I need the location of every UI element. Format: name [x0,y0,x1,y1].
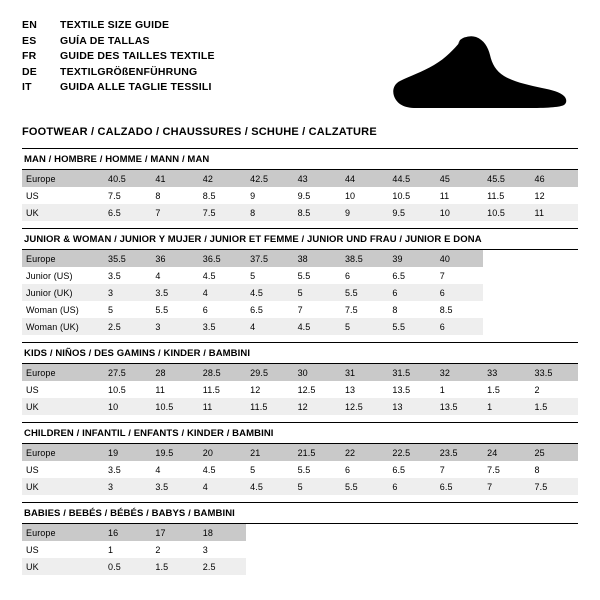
size-cell: 32 [436,364,483,381]
size-cell: 4.5 [202,270,216,281]
size-cell: 6 [388,284,435,301]
size-cell [246,541,293,558]
table-row [22,558,578,575]
size-cell: 17 [151,524,198,541]
size-cell [531,541,578,558]
size-cell [436,524,483,541]
size-cell: 29.5 [246,364,293,381]
size-cell: 6.5 [250,304,263,315]
size-section [22,228,578,342]
size-cell [436,541,483,558]
size-cell: 5 [294,284,341,301]
size-cell: 42.5 [246,170,293,187]
size-cell: 1 [439,384,445,395]
size-cell: 8.5 [439,304,453,315]
table-row [22,364,578,381]
row-label: US [26,384,39,395]
size-cell: 3 [104,284,151,301]
size-cell: 23.5 [436,444,483,461]
row-label: Europe [22,524,104,541]
size-cell: 31.5 [388,364,435,381]
language-code: FR [22,50,37,62]
size-cell: 6.5 [436,478,483,495]
row-label: UK [22,558,104,575]
size-cell: 9.5 [297,190,311,201]
size-cell [531,284,578,301]
size-cell: 5.5 [341,284,388,301]
size-cell: 22.5 [388,444,435,461]
size-cell: 7 [483,478,530,495]
size-cell: 9 [250,190,256,201]
size-cell: 27.5 [104,364,151,381]
size-cell [388,541,435,558]
size-cell: 5 [294,478,341,495]
language-title: TEXTILGRÖßENFÜHRUNG [60,65,198,78]
size-cell [483,284,530,301]
size-cell: 5.5 [297,464,311,475]
size-cell: 38.5 [341,250,388,267]
size-cell: 7.5 [487,464,500,475]
section-title: BABIES / BEBÉS / BÉBÉS / BABYS / BAMBINI [24,508,235,519]
size-cell: 2 [155,544,161,555]
size-cell [531,524,578,541]
size-cell [483,250,530,267]
size-cell: 20 [199,444,246,461]
size-cell [246,524,293,541]
size-cell: 28 [151,364,198,381]
size-cell: 45 [436,170,483,187]
size-cell: 3.5 [108,270,121,281]
size-cell: 3 [202,544,208,555]
size-cell: 7 [151,204,198,221]
size-cell: 1.5 [487,384,500,395]
size-cell [531,301,578,318]
size-cell: 33.5 [531,364,578,381]
size-table [22,444,578,495]
size-cell: 2.5 [104,318,151,335]
size-cell: 6.5 [392,270,406,281]
size-cell: 3 [151,318,198,335]
language-title: GUIDA ALLE TAGLIE TESSILI [60,81,212,93]
size-cell: 40 [436,250,483,267]
language-row [22,49,215,65]
row-label: Junior (US) [26,270,73,281]
language-title: GUIDE DES TAILLES TEXTILE [60,50,215,62]
size-table [22,364,578,415]
size-cell: 12 [534,190,545,201]
table-row [22,250,578,267]
size-cell [483,541,530,558]
size-cell: 10.5 [108,384,126,395]
size-cell: 18 [199,524,246,541]
size-cell: 6 [388,478,435,495]
size-cell: 4.5 [246,478,293,495]
size-cell [531,267,578,284]
table-row [22,444,578,461]
size-cell: 3.5 [151,284,198,301]
size-section [22,342,578,422]
size-cell: 4 [155,270,161,281]
row-label: US [26,190,39,201]
size-cell: 10 [344,190,356,201]
size-cell: 7 [439,464,445,475]
size-cell: 25 [531,444,578,461]
size-cell: 12.5 [341,398,388,415]
table-row [22,524,578,541]
size-cell [294,558,341,575]
size-cell: 5.5 [341,478,388,495]
section-title: JUNIOR & WOMAN / JUNIOR Y MUJER / JUNIOR ET FEMME / JUNIOR UND FRAU / JUNIOR E DONA [24,234,482,245]
section-spacer [22,221,578,228]
size-cell: 21.5 [294,444,341,461]
language-row [22,65,215,81]
table-row [22,187,578,204]
size-cell: 46 [531,170,578,187]
size-cell: 36.5 [199,250,246,267]
size-cell: 41 [151,170,198,187]
size-cell [388,558,435,575]
category-line: FOOTWEAR / CALZADO / CHAUSSURES / SCHUHE / CALZATURE [22,126,377,138]
size-cell [531,250,578,267]
size-cell [341,524,388,541]
size-cell [294,524,341,541]
size-cell: 8 [155,190,161,201]
row-label: Europe [22,364,104,381]
size-section [22,502,578,582]
size-tables [22,148,578,582]
size-cell: 7.5 [199,204,246,221]
row-label: Europe [22,170,104,187]
size-cell: 5 [108,304,114,315]
size-table [22,250,578,335]
row-label: Europe [22,444,104,461]
language-code: ES [22,34,37,47]
dress-shoe-icon [380,34,572,110]
section-spacer [22,335,578,342]
table-row [22,318,578,335]
size-cell [341,558,388,575]
size-cell: 1 [108,544,114,555]
size-cell [531,318,578,335]
size-cell: 9.5 [388,204,435,221]
row-label: Woman (US) [26,304,79,315]
row-label: US [26,544,39,555]
row-label: UK [22,478,104,495]
table-row [22,478,578,495]
size-cell [483,318,530,335]
size-cell: 13.5 [436,398,483,415]
size-cell [294,541,341,558]
size-cell: 7 [297,304,303,315]
size-cell: 5.5 [155,304,169,315]
size-cell: 42 [199,170,246,187]
size-cell: 11 [155,384,165,395]
table-row [22,398,578,415]
size-section [22,422,578,502]
size-cell: 4.5 [202,464,216,475]
size-cell: 24 [483,444,530,461]
language-code: IT [22,81,32,93]
row-label: UK [22,204,104,221]
size-cell: 6.5 [392,464,406,475]
size-cell: 43 [294,170,341,187]
section-spacer [22,415,578,422]
size-cell: 1 [483,398,530,415]
size-cell: 22 [341,444,388,461]
size-cell: 13.5 [392,384,411,395]
size-cell: 8.5 [294,204,341,221]
size-cell: 7.5 [531,478,578,495]
language-title: GUÍA DE TALLAS [60,34,150,47]
language-title-body [22,18,215,96]
size-cell: 0.5 [104,558,151,575]
size-cell: 6 [436,284,483,301]
size-cell: 11 [531,204,578,221]
size-cell: 9 [341,204,388,221]
size-cell: 31 [341,364,388,381]
size-cell: 8 [392,304,398,315]
size-cell: 11.5 [487,190,505,201]
language-code: DE [22,65,37,78]
size-cell: 7.5 [344,304,358,315]
table-row [22,301,578,318]
size-cell: 1.5 [151,558,198,575]
section-title: CHILDREN / INFANTIL / ENFANTS / KINDER / BAMBINI [24,428,274,439]
size-cell: 5 [341,318,388,335]
language-row [22,80,215,96]
section-title: KIDS / NIÑOS / DES GAMINS / KINDER / BAMBINI [24,348,251,359]
header [22,18,578,110]
row-label: Woman (UK) [22,318,104,335]
size-cell [483,267,530,284]
size-cell: 4 [246,318,293,335]
size-cell: 10.5 [151,398,198,415]
size-cell: 7 [439,270,445,281]
size-cell: 4 [199,284,246,301]
size-cell: 2.5 [199,558,246,575]
size-cell: 10.5 [483,204,530,221]
size-cell: 5 [250,464,256,475]
size-cell: 10 [436,204,483,221]
row-label: Europe [22,250,104,267]
size-cell: 12 [294,398,341,415]
size-cell: 6.5 [104,204,151,221]
size-cell: 4 [155,464,161,475]
size-cell: 11 [199,398,246,415]
size-cell [436,558,483,575]
table-row [22,461,578,478]
size-cell: 19 [104,444,151,461]
size-cell: 33 [483,364,530,381]
section-spacer [22,575,578,582]
row-label: US [26,464,39,475]
size-cell: 35.5 [104,250,151,267]
language-row [22,18,215,34]
table-row [22,284,578,301]
size-cell: 44 [341,170,388,187]
language-title: TEXTILE SIZE GUIDE [60,19,170,31]
size-cell [483,301,530,318]
table-row [22,204,578,221]
size-cell: 11.5 [202,384,221,395]
section-title: MAN / HOMBRE / HOMME / MANN / MAN [24,154,210,165]
row-label: Junior (UK) [22,284,104,301]
size-cell: 11.5 [246,398,293,415]
size-cell: 12 [250,384,261,395]
size-cell: 1.5 [531,398,578,415]
size-cell: 5.5 [388,318,435,335]
size-cell: 6 [436,318,483,335]
size-cell: 3.5 [151,478,198,495]
size-cell [483,524,530,541]
size-cell: 44.5 [388,170,435,187]
size-cell: 6 [344,464,351,475]
size-cell: 5 [250,270,256,281]
size-cell: 13 [344,384,356,395]
size-cell: 45.5 [483,170,530,187]
size-cell [483,558,530,575]
size-cell: 8.5 [202,190,216,201]
size-cell [531,558,578,575]
size-cell: 36 [151,250,198,267]
table-row [22,381,578,398]
size-cell: 3 [104,478,151,495]
table-row [22,541,578,558]
row-label: UK [22,398,104,415]
size-cell: 40.5 [104,170,151,187]
size-cell: 12.5 [297,384,316,395]
table-row [22,170,578,187]
size-section [22,148,578,228]
size-cell: 21 [246,444,293,461]
size-table [22,170,578,221]
size-cell: 10 [104,398,151,415]
size-cell [388,524,435,541]
size-cell: 11 [439,190,450,201]
size-cell: 37.5 [246,250,293,267]
size-cell: 16 [104,524,151,541]
size-table [22,524,578,575]
size-cell: 6 [344,270,351,281]
size-cell: 10.5 [392,190,411,201]
size-cell: 19.5 [151,444,198,461]
size-cell [246,558,293,575]
table-row [22,267,578,284]
size-cell: 7.5 [108,190,121,201]
language-row [22,34,215,50]
size-cell: 5.5 [297,270,311,281]
size-cell [341,541,388,558]
size-cell: 3.5 [108,464,121,475]
size-cell: 13 [388,398,435,415]
size-cell: 2 [534,384,540,395]
size-cell: 38 [294,250,341,267]
size-cell: 8 [534,464,540,475]
size-cell: 4.5 [294,318,341,335]
size-cell: 28.5 [199,364,246,381]
size-cell: 30 [294,364,341,381]
size-cell: 6 [202,304,208,315]
size-cell: 8 [246,204,293,221]
size-cell: 39 [388,250,435,267]
language-title-list [22,18,215,96]
size-cell: 3.5 [199,318,246,335]
size-cell: 4 [199,478,246,495]
language-code: EN [22,19,37,31]
size-cell: 4.5 [246,284,293,301]
section-spacer [22,495,578,502]
